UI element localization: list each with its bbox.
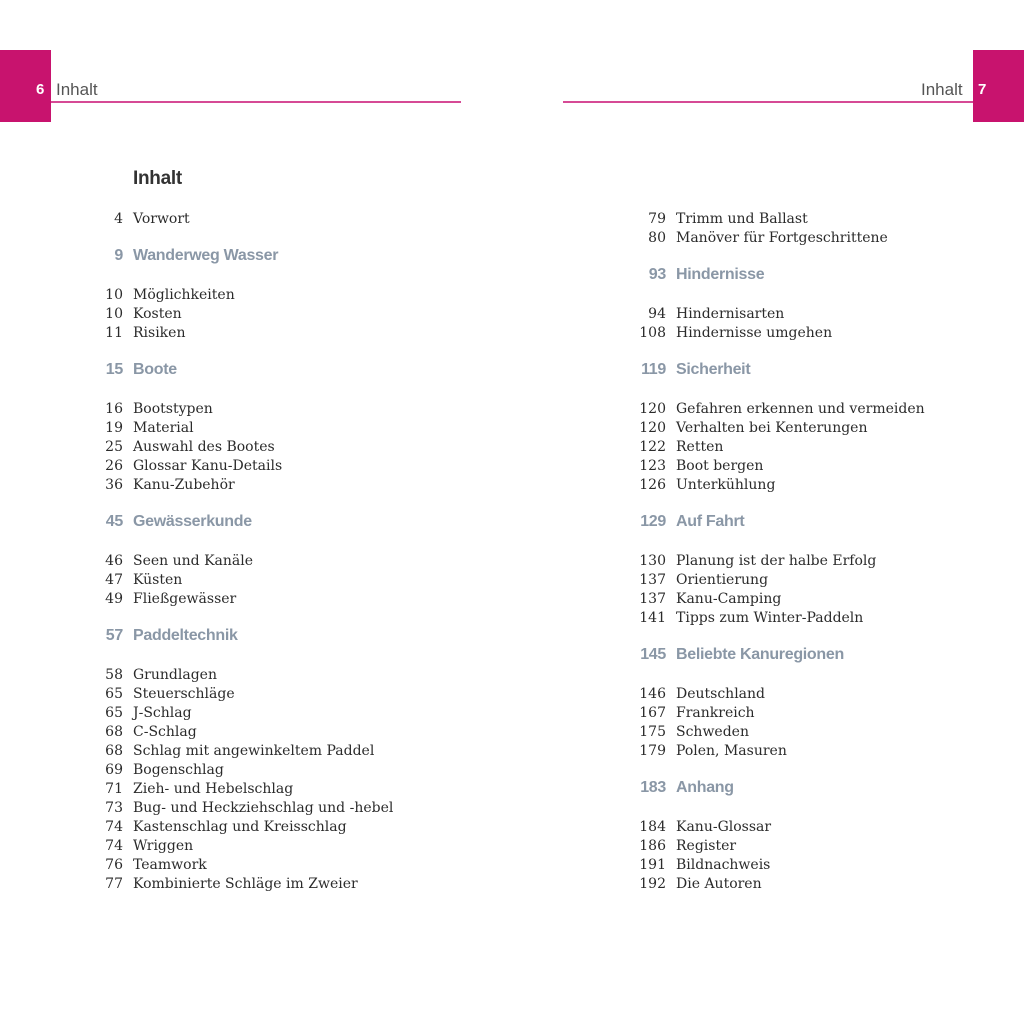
section-page-number: 129	[640, 513, 666, 530]
toc-entry	[0, 552, 1024, 571]
entry-page-number: 26	[105, 458, 123, 474]
entry-page-number: 186	[639, 838, 666, 854]
toc-entry	[0, 324, 1024, 343]
toc-entry	[0, 590, 1024, 609]
toc-entry	[0, 419, 1024, 438]
section-title: Wanderweg Wasser	[133, 247, 279, 264]
entry-page-number: 80	[648, 230, 666, 246]
entry-page-number: 192	[639, 876, 666, 892]
entry-title: Risiken	[133, 325, 186, 341]
entry-title: Verhalten bei Kenterungen	[676, 420, 868, 436]
entry-title: Steuerschläge	[133, 686, 235, 702]
section-page-number: 93	[648, 266, 666, 283]
left-header-label: Inhalt	[56, 80, 98, 99]
entry-title: Schlag mit angewinkeltem Paddel	[133, 743, 375, 759]
entry-page-number: 68	[105, 724, 123, 740]
toc-section-heading	[0, 778, 1024, 797]
entry-page-number: 49	[105, 591, 123, 607]
entry-title: Register	[676, 838, 737, 854]
toc-entry	[0, 875, 1024, 894]
entry-title: J-Schlag	[133, 705, 192, 721]
right-header-label: Inhalt	[921, 80, 963, 99]
section-title: Paddeltechnik	[133, 627, 238, 644]
toc-entry	[0, 609, 1024, 628]
entry-title: Trimm und Ballast	[676, 211, 808, 227]
entry-title: Grundlagen	[133, 667, 217, 683]
entry-page-number: 4	[114, 211, 123, 227]
entry-title: Bildnachweis	[676, 857, 771, 873]
section-page-number: 45	[105, 513, 123, 530]
entry-title: Bogenschlag	[133, 762, 224, 778]
entry-page-number: 79	[648, 211, 666, 227]
toc-entry	[0, 723, 1024, 742]
entry-title: Deutschland	[676, 686, 765, 702]
entry-page-number: 47	[105, 572, 123, 588]
entry-page-number: 10	[105, 287, 123, 303]
entry-title: Auswahl des Bootes	[133, 439, 275, 455]
left-header-rule	[51, 101, 461, 103]
toc-section-heading	[0, 512, 1024, 531]
entry-page-number: 25	[105, 439, 123, 455]
section-title: Boote	[133, 361, 177, 378]
entry-page-number: 65	[105, 686, 123, 702]
entry-title: Möglichkeiten	[133, 287, 235, 303]
entry-title: Hindernisse umgehen	[676, 325, 833, 341]
entry-page-number: 191	[639, 857, 666, 873]
entry-page-number: 94	[648, 306, 666, 322]
entry-title: Polen, Masuren	[676, 743, 787, 759]
section-title: Anhang	[676, 779, 734, 796]
toc-entry	[0, 799, 1024, 818]
entry-title: Material	[133, 420, 194, 436]
entry-title: Retten	[676, 439, 724, 455]
entry-title: Fließgewässer	[133, 591, 237, 607]
entry-page-number: 146	[639, 686, 666, 702]
toc-entry	[0, 305, 1024, 324]
toc-section-heading	[0, 265, 1024, 284]
entry-page-number: 19	[105, 420, 123, 436]
entry-title: Glossar Kanu-Details	[133, 458, 283, 474]
section-page-number: 119	[641, 361, 666, 378]
entry-title: Die Autoren	[676, 876, 762, 892]
entry-page-number: 120	[639, 401, 666, 417]
entry-title: Hindernisarten	[676, 306, 785, 322]
entry-page-number: 167	[639, 705, 666, 721]
entry-page-number: 179	[639, 743, 666, 759]
section-title: Gewässerkunde	[133, 513, 252, 530]
left-page-number: 6	[36, 81, 45, 98]
toc-entry	[0, 666, 1024, 685]
toc-entry	[0, 856, 1024, 875]
entry-page-number: 77	[105, 876, 123, 892]
entry-title: Kanu-Zubehör	[133, 477, 235, 493]
entry-page-number: 68	[105, 743, 123, 759]
toc-entry	[0, 571, 1024, 590]
toc-entry	[0, 400, 1024, 419]
section-title: Auf Fahrt	[676, 513, 745, 530]
entry-page-number: 76	[105, 857, 123, 873]
toc-entry	[0, 685, 1024, 704]
entry-title: Gefahren erkennen und vermeiden	[676, 401, 925, 417]
section-page-number: 145	[640, 646, 666, 663]
entry-title: Orientierung	[676, 572, 769, 588]
entry-title: Wriggen	[133, 838, 194, 854]
entry-page-number: 123	[639, 458, 666, 474]
entry-page-number: 137	[639, 591, 666, 607]
entry-title: Unterkühlung	[676, 477, 776, 493]
entry-page-number: 184	[639, 819, 666, 835]
entry-page-number: 175	[639, 724, 666, 740]
entry-page-number: 74	[105, 819, 123, 835]
entry-page-number: 73	[105, 800, 123, 816]
entry-title: Frankreich	[676, 705, 755, 721]
section-page-number: 57	[105, 627, 123, 644]
entry-page-number: 65	[105, 705, 123, 721]
entry-page-number: 16	[105, 401, 123, 417]
entry-page-number: 137	[639, 572, 666, 588]
entry-title: Manöver für Fortgeschrittene	[676, 230, 888, 246]
entry-title: Kosten	[133, 306, 182, 322]
toc-section-heading	[0, 645, 1024, 664]
entry-title: Kanu-Glossar	[676, 819, 772, 835]
entry-title: Seen und Kanäle	[133, 553, 254, 569]
toc-entry	[0, 476, 1024, 495]
entry-page-number: 71	[105, 781, 123, 797]
toc-entry	[0, 229, 1024, 248]
toc-entry	[0, 438, 1024, 457]
entry-title: Küsten	[133, 572, 183, 588]
entry-page-number: 46	[105, 553, 123, 569]
entry-title: Schweden	[676, 724, 749, 740]
entry-title: Vorwort	[133, 211, 190, 227]
entry-page-number: 108	[639, 325, 666, 341]
entry-page-number: 69	[105, 762, 123, 778]
entry-title: Bug- und Heckziehschlag und -hebel	[133, 800, 394, 816]
page-title: Inhalt	[133, 168, 182, 189]
entry-title: Kastenschlag und Kreisschlag	[133, 819, 347, 835]
entry-title: Planung ist der halbe Erfolg	[676, 553, 877, 569]
entry-title: C-Schlag	[133, 724, 197, 740]
entry-page-number: 10	[105, 306, 123, 322]
toc-entry	[0, 286, 1024, 305]
section-title: Hindernisse	[676, 266, 765, 283]
entry-page-number: 130	[639, 553, 666, 569]
toc-section-heading	[0, 246, 1024, 265]
section-page-number: 15	[105, 361, 123, 378]
section-title: Beliebte Kanuregionen	[676, 646, 844, 663]
toc-section-heading	[0, 626, 1024, 645]
toc-entry	[0, 818, 1024, 837]
entry-page-number: 122	[639, 439, 666, 455]
toc-entry	[0, 210, 1024, 229]
entry-title: Teamwork	[133, 857, 207, 873]
section-page-number: 9	[114, 247, 123, 264]
entry-page-number: 74	[105, 838, 123, 854]
entry-title: Kombinierte Schläge im Zweier	[133, 876, 358, 892]
entry-page-number: 11	[105, 325, 123, 341]
entry-title: Kanu-Camping	[676, 591, 782, 607]
toc-entry	[0, 704, 1024, 723]
right-page-number: 7	[978, 81, 987, 98]
entry-title: Zieh- und Hebelschlag	[133, 781, 294, 797]
entry-title: Tipps zum Winter-Paddeln	[676, 610, 864, 626]
toc-entry	[0, 837, 1024, 856]
entry-title: Boot bergen	[676, 458, 764, 474]
toc-section-heading	[0, 360, 1024, 379]
entry-page-number: 36	[105, 477, 123, 493]
section-page-number: 183	[640, 779, 666, 796]
entry-page-number: 58	[105, 667, 123, 683]
toc-entry	[0, 457, 1024, 476]
entry-page-number: 126	[639, 477, 666, 493]
entry-title: Bootstypen	[133, 401, 213, 417]
entry-page-number: 141	[639, 610, 666, 626]
toc-entry	[0, 742, 1024, 761]
entry-page-number: 120	[639, 420, 666, 436]
right-header-rule	[563, 101, 973, 103]
section-title: Sicherheit	[676, 361, 751, 378]
